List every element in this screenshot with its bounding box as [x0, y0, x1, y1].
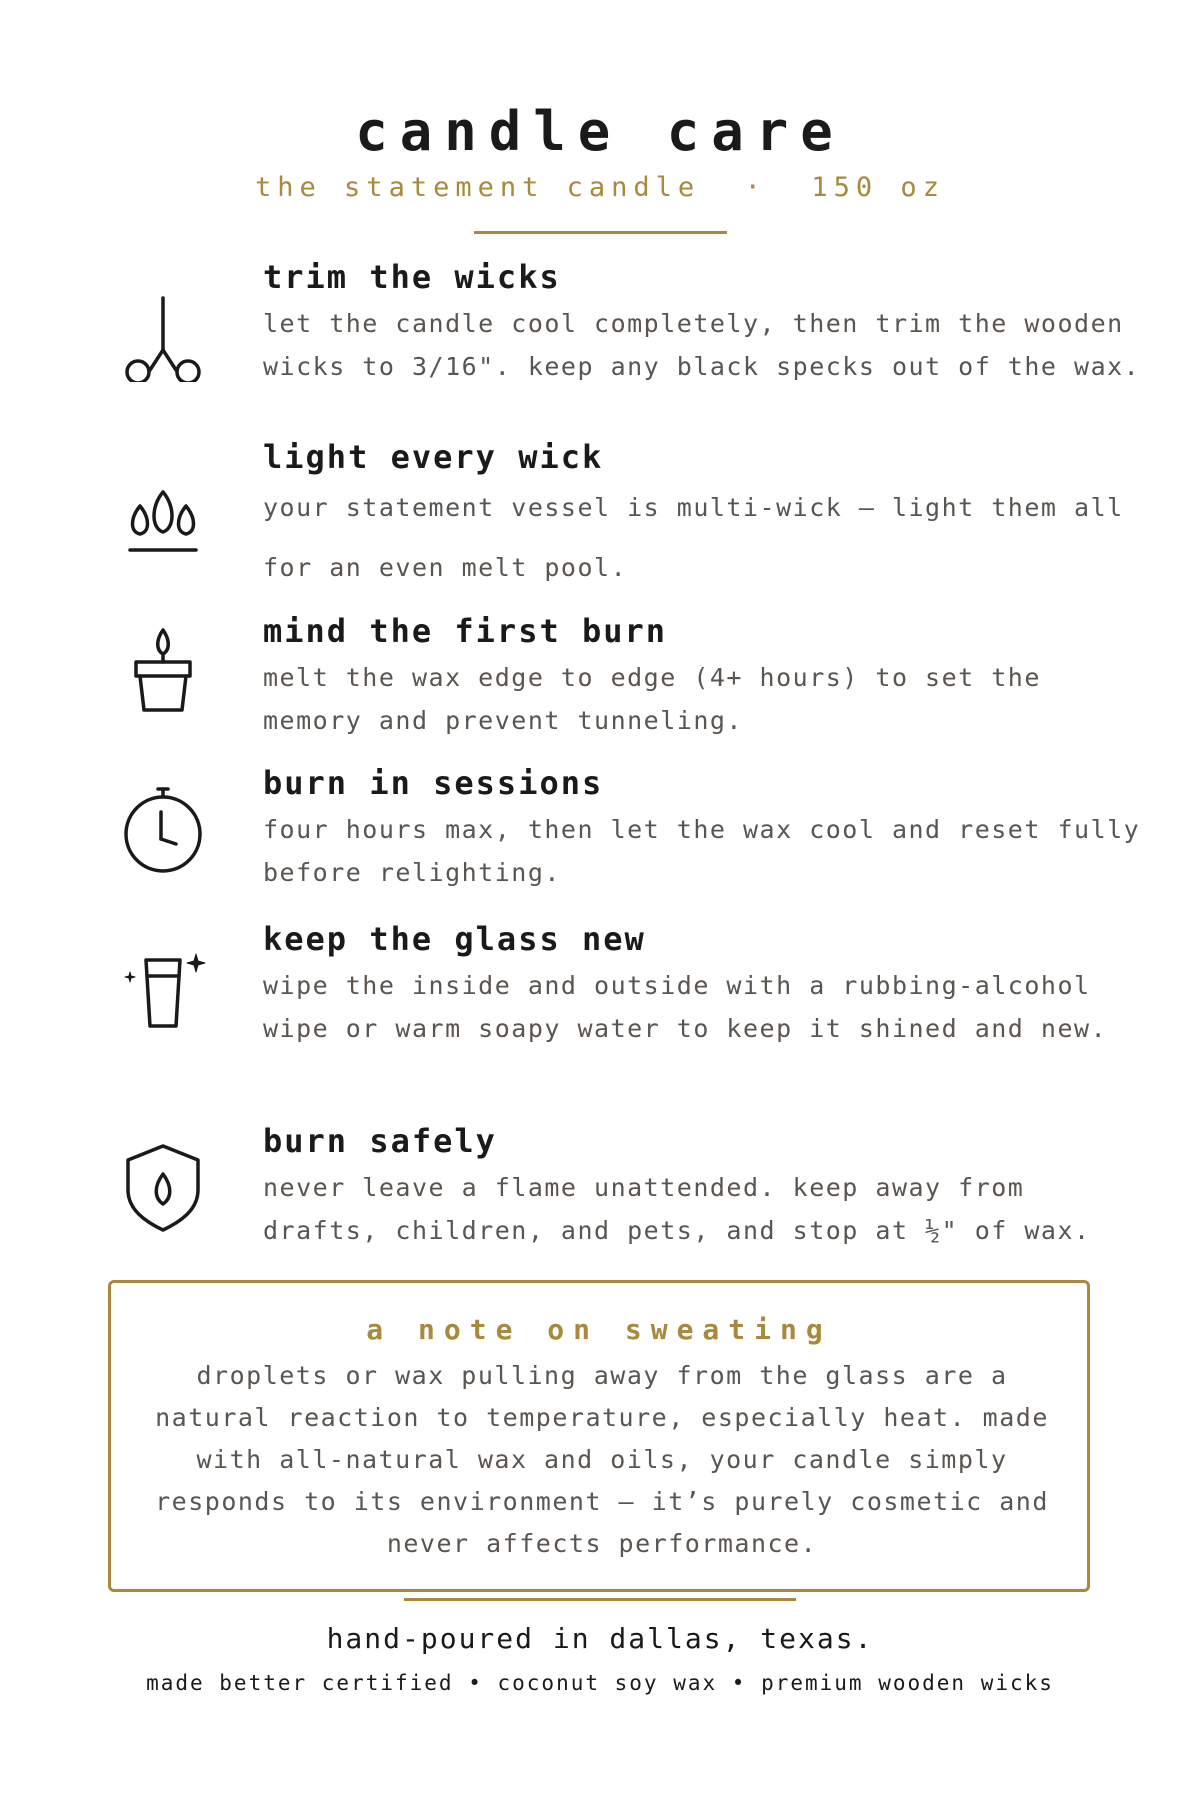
title-divider [474, 231, 727, 234]
step-heading: trim the wicks [263, 258, 561, 296]
step-body: let the candle cool completely, then trim the wooden wicks to 3/16". keep any black specks out of the wax. [263, 309, 1141, 381]
page-subtitle: the statement candle · 150 oz [255, 172, 945, 203]
step-heading: light every wick [263, 438, 604, 476]
footer-divider [404, 1598, 796, 1601]
shield-flame-icon [118, 1142, 208, 1232]
sparkling-glass-icon [118, 952, 208, 1042]
step-body: four hours max, then let the wax cool and reset fully before relighting. [263, 815, 1141, 887]
step-body: never leave a flame unattended. keep away from drafts, children, and pets, and stop at ½" of wax. [263, 1173, 1091, 1245]
note-title: a note on sweating [366, 1313, 832, 1346]
step-body: your statement vessel is multi-wick — light them all for an even melt pool. [263, 493, 1124, 582]
scissors-icon [118, 292, 208, 382]
step-heading: keep the glass new [263, 920, 646, 958]
step-heading: burn safely [263, 1122, 497, 1160]
step-heading: burn in sessions [263, 764, 604, 802]
timer-icon [118, 784, 208, 874]
page-title: candle care [355, 100, 845, 163]
sweating-note-box [108, 1280, 1090, 1592]
step-body: melt the wax edge to edge (4+ hours) to set the memory and prevent tunneling. [263, 663, 1041, 735]
flames-icon [118, 472, 208, 562]
candle-icon [118, 622, 208, 712]
step-body: wipe the inside and outside with a rubbing-alcohol wipe or warm soapy water to keep it shined and new. [263, 971, 1108, 1043]
footer-origin: hand-poured in dallas, texas. [326, 1622, 874, 1655]
note-body: droplets or wax pulling away from the glass are a natural reaction to temperature, especially heat. made with all-natural wax and oils, your candle simply responds to its environment — it’s purely cosmetic and never affects performance. [155, 1361, 1049, 1558]
step-heading: mind the first burn [263, 612, 668, 650]
footer-certifications: made better certified • coconut soy wax • premium wooden wicks [146, 1671, 1054, 1695]
